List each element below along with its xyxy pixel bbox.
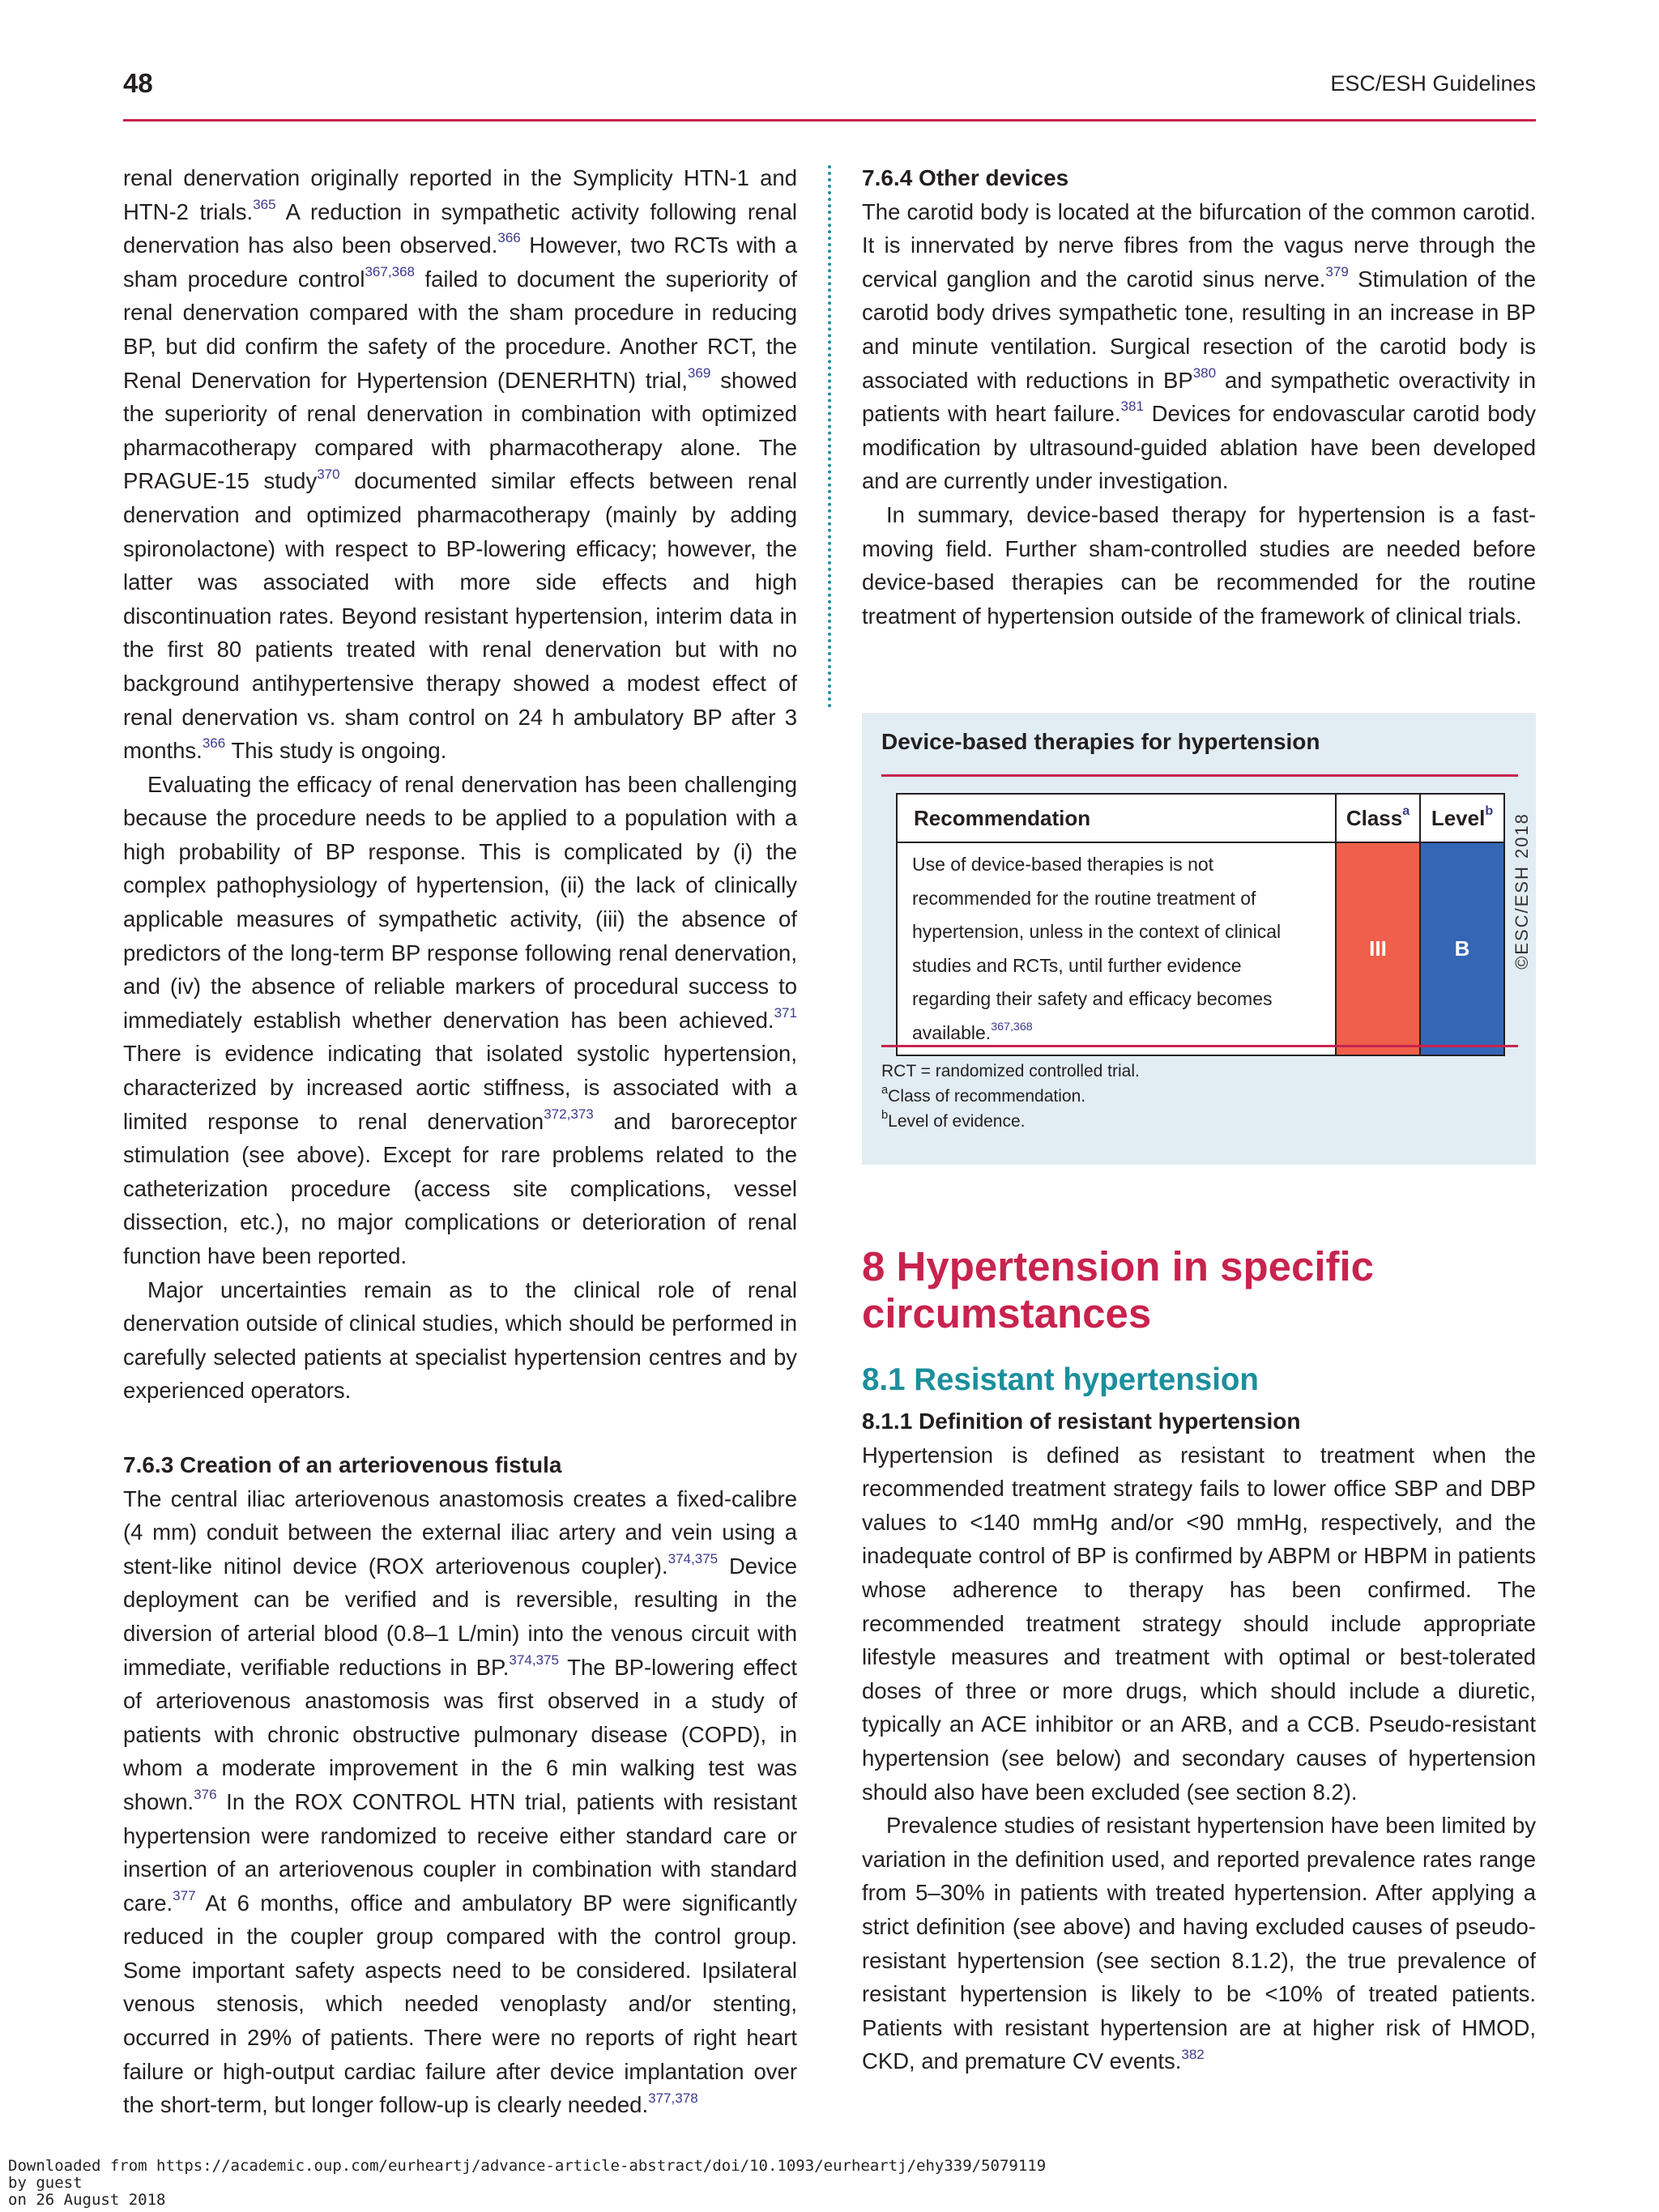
paragraph-arteriovenous-fistula: The central iliac arteriovenous anastomosis creates a fixed-calibre (4 mm) conduit between the external iliac artery and vein using a stent-like nitinol device (ROX arteriovenous coupler).$^{374,375}$ Device deployment can be verified and is reversible, resulting in the diversion of arterial blood (0.8–1 L/min) into the venous circuit with immediate, verifiable reductions in BP.$^{374,375}$ The BP-lowering effect of arteriovenous anastomosis was first observed in a study of patients with chronic obstructive pulmonary disease (COPD), in whom a moderate improvement in the 6 min walking test was shown.$^{376}$ In the ROX CONTROL HTN trial, patients with resistant hypertension were randomized to receive either standard care or insertion of an arteriovenous coupler in combination with standard care.$^{377}$ At 6 months, office and ambulatory BP were significantly reduced in the coupler group compared with the control group. Some important safety aspects need to be considered. Ipsilateral venous stenosis, which needed venoplasty and/or stenting, occurred in 29% of patients. There were no reports of right heart failure or high-output cardiac failure after device implantation over the short-term, but longer follow-up is clearly needed.$^{377,378}$: [123, 1485, 797, 2118]
level-value: B: [1420, 842, 1504, 1055]
heading-8-1: 8.1 Resistant hypertension: [862, 1362, 1259, 1397]
citation[interactable]: 369: [687, 364, 711, 381]
footnote-rct: RCT = randomized controlled trial.: [881, 1062, 1140, 1080]
left-column: [123, 161, 797, 2122]
col-level: Level$^b$: [1420, 794, 1504, 842]
right-column-bottom: [862, 1404, 1536, 2078]
paragraph-uncertainties: Major uncertainties remain as to the clinical role of renal denervation outside of clinical studies, which should be performed in carefully selected patients at specialist hypertension centres and by experienced operators.: [123, 1276, 797, 1404]
column-dotted-divider: [828, 165, 831, 708]
citation[interactable]: 366: [202, 735, 226, 752]
paragraph-prevalence: Prevalence studies of resistant hypertension have been limited by variation in the definition used, and reported prevalence rates range from 5–30% in patients with treated hypertension. After applying a strict definition (see above) and having excluded causes of pseudo-resistant hypertension (see section 8.1.2), the true prevalence of resistant hypertension is likely to be <10% of treated patients. Patients with resistant hypertension are at higher risk of HMOD, CKD, and premature CV events.$^{382}$: [862, 1813, 1536, 2074]
right-column-top: [862, 161, 1536, 633]
citation[interactable]: 381: [1120, 399, 1144, 415]
box-title: Device-based therapies for hypertension: [881, 729, 1320, 754]
citation[interactable]: 374,375: [509, 1652, 559, 1668]
col-recommendation: Recommendation: [897, 794, 1336, 842]
citation[interactable]: 379: [1325, 264, 1349, 280]
heading-section-8: 8 Hypertension in specific circumstances: [862, 1243, 1375, 1336]
col-class: Class$^a$: [1336, 794, 1420, 842]
citation[interactable]: 370: [317, 466, 340, 482]
table-row: [897, 842, 1504, 1055]
citation[interactable]: 382: [1181, 2046, 1205, 2062]
paragraph-renal-denervation: renal denervation originally reported in the Symplicity HTN-1 and HTN-2 trials.$^{365}$ A reduction in sympathetic activity following renal denervation has also been observed.$^{366}$ However, two RCTs with a sham procedure control$^{367,368}$ failed to document the superiority of renal denervation compared with the sham procedure in reducing BP, but did confirm the safety of the procedure. Another RCT, the Renal Denervation for Hypertension (DENERHTN) trial,$^{369}$ showed the superiority of renal denervation in combination with optimized pharmacotherapy compared with pharmacotherapy alone. The PRAGUE-15 study$^{370}$ documented similar effects between renal denervation and optimized pharmacotherapy (mainly by adding spironolactone) with respect to BP-lowering efficacy; however, the latter was associated with more side effects and high discontinuation rates. Beyond resistant hypertension, interim data in the first 80 patients treated with renal denervation but with no background antihypertensive therapy showed a modest effect of renal denervation vs. sham control on 24 h ambulatory BP after 3 months.$^{366}$ This study is ongoing.: [123, 165, 798, 764]
box-rule-top: [881, 774, 1518, 777]
recommendation-table: [896, 793, 1505, 1056]
citation[interactable]: 367,368: [365, 264, 416, 280]
heading-7-6-3: 7.6.3 Creation of an arteriovenous fistula: [123, 1451, 562, 1477]
paragraph-definition: Hypertension is defined as resistant to treatment when the recommended treatment strategy fails to lower office SBP and DBP values to <140 mmHg and/or <90 mmHg, respectively, and the inadequate control of BP is confirmed by ABPM or HBPM in patients whose adherence to therapy has been confirmed. The recommended treatment strategy should include appropriate lifestyle measures and treatment with optimal or best-tolerated doses of three or more drugs, which should include a diuretic, typically an ACE inhibitor or an ARB, and a CCB. Pseudo-resistant hypertension (see below) and secondary causes of hypertension should also have been excluded (see section 8.2).: [862, 1442, 1536, 1805]
citation[interactable]: 374,375: [667, 1551, 719, 1567]
box-rule-bottom: [881, 1045, 1518, 1047]
citation[interactable]: 367,368: [991, 1020, 1033, 1034]
footnote-b: $^b$Level of evidence.: [881, 1108, 1026, 1131]
download-note: Downloaded from https://academic.oup.com/eurheartj/advance-article-abstract/doi/10.1093/eurheartj/ehy339/5079119 by guest on 26 August 2018: [8, 2157, 1047, 2209]
citation[interactable]: 376: [194, 1787, 217, 1803]
citation[interactable]: 377,378: [648, 2090, 698, 2106]
header-rule: [123, 119, 1536, 121]
footnote-a: $^a$Class of recommendation.: [881, 1083, 1086, 1106]
page-number: 48: [123, 68, 153, 98]
citation[interactable]: 380: [1192, 364, 1217, 381]
table-header-row: [897, 794, 1504, 842]
class-value: III: [1336, 842, 1420, 1055]
citation[interactable]: 371: [774, 1005, 797, 1021]
paragraph-carotid-body: The carotid body is located at the bifurcation of the common carotid. It is innervated by nerve fibres from the vagus nerve through the cervical ganglion and the carotid sinus nerve.$^{379}$ Stimulation of the carotid body drives sympathetic tone, resulting in an increase in BP and minute ventilation. Surgical resection of the carotid body is associated with reductions in BP$^{380}$ and sympathetic overactivity in patients with heart failure.$^{381}$ Devices for endovascular carotid body modification by ultrasound-guided ablation have been developed and are currently under investigation.: [862, 198, 1536, 494]
heading-8-1-1: 8.1.1 Definition of resistant hypertension: [862, 1409, 1301, 1434]
page-header: [123, 68, 1536, 121]
heading-7-6-4: 7.6.4 Other devices: [862, 165, 1069, 190]
journal-title: ESC/ESH Guidelines: [1330, 71, 1536, 96]
paragraph-efficacy: Evaluating the efficacy of renal denervation has been challenging because the procedure needs to be applied to a population with a high probability of BP response. This is complicated by (i) the complex pathophysiology of hypertension, (ii) the lack of clinically applicable measures of sympathetic activity, (iii) the absence of predictors of the long-term BP response following renal denervation, and (iv) the absence of reliable markers of procedural success to immediately establish whether denervation has been achieved.$^{371}$ There is evidence indicating that isolated systolic hypertension, characterized by increased aortic stiffness, is associated with a limited response to renal denervation$^{372,373}$ and baroreceptor stimulation (see above). Except for rare problems related to the catheterization procedure (access site complications, vessel dissection, etc.), no major complications or deterioration of renal function have been reported.: [123, 771, 797, 1268]
citation[interactable]: 365: [253, 196, 276, 212]
citation[interactable]: 372,373: [544, 1106, 594, 1122]
paragraph-summary: In summary, device-based therapy for hypertension is a fast-moving field. Further sham-controlled studies are needed before device-based therapies can be recommended for the routine treatment of hypertension outside of the framework of clinical trials.: [862, 501, 1536, 629]
citation[interactable]: 377: [173, 1887, 196, 1903]
recommendation-text: Use of device-based therapies is not recommended for the routine treatment of hypertension, unless in the context of clinical studies and RCTs, until further evidence regarding their safety and efficacy becomes available.$^{367,368}$: [897, 842, 1336, 1055]
recommendation-box: [862, 713, 1536, 1165]
citation[interactable]: 366: [497, 230, 521, 246]
